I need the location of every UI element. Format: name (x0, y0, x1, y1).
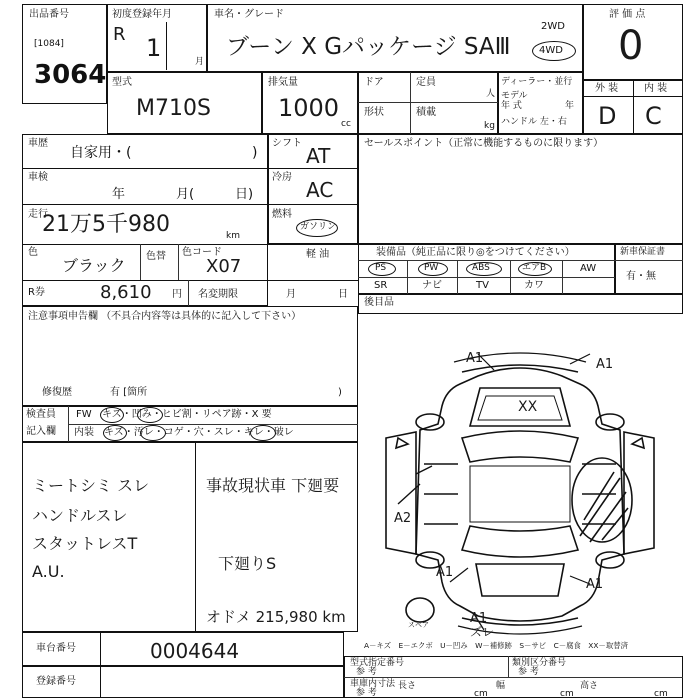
fuel-label: 燃料 (272, 209, 292, 220)
mark-a1-bl: A1 (436, 565, 454, 580)
equip-navi: ナビ (422, 280, 442, 291)
door-label: ドア (364, 77, 384, 88)
ext-grade: D (598, 102, 617, 130)
divider (166, 22, 167, 70)
inner-label: 車庫内寸法 (350, 679, 396, 689)
divider (510, 260, 511, 294)
type-cert-label: 型式指定番号 (350, 658, 405, 668)
divider (410, 72, 411, 134)
divider (508, 656, 509, 677)
int-label: 内 装 (644, 83, 668, 94)
score-label: 評 価 点 (609, 9, 646, 20)
odometer-note: オドメ 215,980 km (206, 608, 346, 626)
divider (268, 168, 358, 169)
divider (615, 260, 683, 261)
type-label: 型式 (112, 77, 132, 88)
equip-aw: AW (580, 263, 597, 274)
divider (358, 277, 615, 278)
divider (344, 677, 683, 678)
repair-value: 有 [箇所 (110, 387, 148, 398)
spare-label: スペア (408, 621, 429, 629)
equip-abs: ABS (472, 263, 490, 273)
score-value: 0 (618, 23, 644, 69)
mark-xx: XX (518, 399, 538, 415)
checker-label-2: 記入欄 (26, 426, 56, 437)
mileage-value: 21万5千980 (42, 212, 170, 237)
disp-value: 1000 (278, 94, 340, 122)
chassis-value: 0004644 (150, 639, 240, 663)
fw-scratch-circle (100, 407, 124, 423)
mark-slash: ズレ (470, 625, 495, 639)
dealer-label: ディーラー・並行 (501, 77, 573, 87)
checker-label-1: 検査員 (26, 409, 56, 420)
recycle-value: 8,610 (100, 282, 152, 303)
remark-3: スタットレスT (32, 534, 138, 553)
divider (178, 244, 179, 280)
equip-sr: SR (374, 280, 388, 291)
rear-seat-label: 後目品 (364, 297, 394, 308)
mark-a1-tl: A1 (466, 351, 484, 366)
warranty-label: 新車保証書 (620, 247, 666, 257)
title-change-day: 日 (338, 289, 348, 300)
length-label: 長さ (398, 681, 417, 691)
length-unit: cm (474, 689, 488, 699)
fuel-alt: 軽 油 (306, 249, 330, 260)
model-year-unit: 年 (565, 101, 575, 111)
color-value: ブラック (62, 256, 126, 275)
inspection-label: 車検 (28, 172, 48, 183)
color-code-value: X07 (206, 256, 242, 277)
color-code-label: 色コード (182, 247, 222, 258)
mark-a2: A2 (394, 511, 412, 526)
divider (358, 260, 615, 261)
equip-leather: カワ (524, 280, 544, 291)
era-value: R (113, 24, 126, 45)
divider (22, 244, 358, 245)
sales-point-box (358, 134, 683, 244)
class-ref: 参 考 (518, 667, 539, 677)
handle-label: ハンドル 左・右 (501, 117, 567, 127)
divider (22, 204, 268, 205)
height-unit: cm (654, 689, 668, 699)
sales-point-label: セールスポイント（正常に機能するものに限ります） (364, 138, 604, 149)
disp-unit: cc (341, 119, 351, 129)
lot-bracket: [1084] (34, 39, 64, 49)
fuel-value: ガソリン (300, 222, 337, 232)
equip-pw: PW (424, 263, 439, 273)
title-change-label: 名変期限 (198, 289, 238, 300)
rear-seat-box (358, 294, 683, 314)
reg-year-value: 1 (146, 34, 162, 62)
history-close: ) (252, 145, 258, 161)
divider (457, 260, 458, 294)
color-label: 色 (28, 247, 38, 258)
inner-ref: 参 考 (356, 688, 377, 698)
month-unit: 月 (195, 57, 205, 67)
divider (562, 260, 563, 294)
int-grade: C (645, 102, 662, 130)
divider (188, 280, 189, 306)
checker-fw-label: FW (76, 409, 92, 420)
equipment-label: 装備品（純正品に限り◎をつけてください） (376, 247, 575, 258)
model-year-label2: 年 式 (501, 101, 522, 111)
recycle-yen: 円 (172, 289, 182, 300)
remark-right-2: 下廻りS (218, 554, 277, 573)
remark-2: ハンドルスレ (32, 506, 128, 525)
capacity-unit: 人 (486, 89, 496, 99)
divider (68, 406, 69, 442)
equip-airbag: エアB (522, 263, 547, 273)
fw-dent-circle (137, 407, 163, 423)
mileage-label: 走行 (28, 209, 48, 220)
model-year-label: モデル (501, 91, 528, 101)
repair-label: 修復歴 (42, 387, 72, 398)
equip-tv: TV (476, 280, 489, 291)
divider (195, 442, 196, 632)
checker-int-items: キズ・汚レ・コゲ・穴・スレ・キレ・破レ (104, 427, 294, 438)
divider (358, 102, 498, 103)
remark-4: A.U. (32, 562, 65, 581)
first-reg-label: 初度登録年月 (112, 9, 172, 20)
checker-int-label: 内装 (74, 427, 94, 438)
mileage-unit: km (226, 231, 240, 241)
remark-right-1: 事故現状車 下廻要 (206, 476, 340, 495)
title-change-month: 月 (286, 289, 296, 300)
equip-ps: PS (375, 263, 387, 273)
model-grade-label: 車名・グレード (214, 9, 284, 20)
repair-close: ) (338, 387, 342, 398)
ac-value: AC (306, 178, 334, 202)
divider (100, 666, 101, 698)
remark-1: ミートシミ スレ (32, 476, 150, 495)
divider (407, 260, 408, 294)
capacity-label: 定員 (416, 77, 436, 88)
load-unit: kg (484, 121, 495, 131)
divider (22, 168, 268, 169)
int-scratch-circle (103, 425, 127, 441)
model-grade-value: ブーン X Gパッケージ SAⅢ (226, 34, 511, 60)
inspection-year: 年 (112, 187, 126, 202)
checker-fw-items: キズ・凹み・ヒビ割・リペア跡・X 要 (102, 409, 272, 420)
type-cert-ref: 参 考 (356, 667, 377, 677)
mark-a1-tr: A1 (596, 357, 614, 372)
shift-label: シフト (272, 138, 302, 149)
ext-label: 外 装 (595, 83, 619, 94)
mark-a1-rear: A1 (470, 611, 488, 626)
divider (100, 632, 101, 666)
ac-label: 冷房 (272, 172, 292, 183)
int-dirt-circle (140, 425, 166, 441)
width-unit: cm (560, 689, 574, 699)
notes-label: 注意事項申告欄 （不具合内容等は具体的に記入して下さい） (28, 311, 302, 322)
divider (633, 80, 634, 134)
lot-number: 3064 (34, 60, 107, 90)
drive-2wd: 2WD (541, 21, 565, 32)
lot-label: 出品番号 (29, 9, 69, 20)
load-label: 積載 (416, 107, 436, 118)
legend-text: A－キズ E－エクボ U－凹み W－補修跡 S－サビ C－腐食 XX－取替済 (364, 641, 628, 650)
reg-label: 登録番号 (36, 676, 76, 687)
inspection-day: 日) (235, 187, 254, 202)
width-label: 幅 (496, 681, 506, 691)
drive-4wd: 4WD (539, 45, 563, 56)
disp-label: 排気量 (268, 77, 298, 88)
divider (268, 204, 358, 205)
car-diagram (358, 314, 683, 644)
inspection-month: 月( (176, 187, 195, 202)
recycle-label: R券 (28, 287, 45, 298)
type-value: M710S (136, 96, 211, 121)
history-value: 自家用・( (70, 145, 132, 161)
class-label: 類別区分番号 (512, 658, 567, 668)
mark-a1-br: A1 (586, 577, 604, 592)
shift-value: AT (306, 144, 331, 168)
warranty-value: 有・無 (626, 271, 656, 282)
shape-label: 形状 (364, 107, 384, 118)
color-change-label: 色替 (146, 251, 166, 262)
int-wear-circle (250, 425, 276, 441)
chassis-label: 車台番号 (36, 643, 76, 654)
history-label: 車歴 (28, 138, 48, 149)
height-label: 高さ (580, 681, 599, 691)
divider (140, 244, 141, 280)
divider (22, 280, 358, 281)
